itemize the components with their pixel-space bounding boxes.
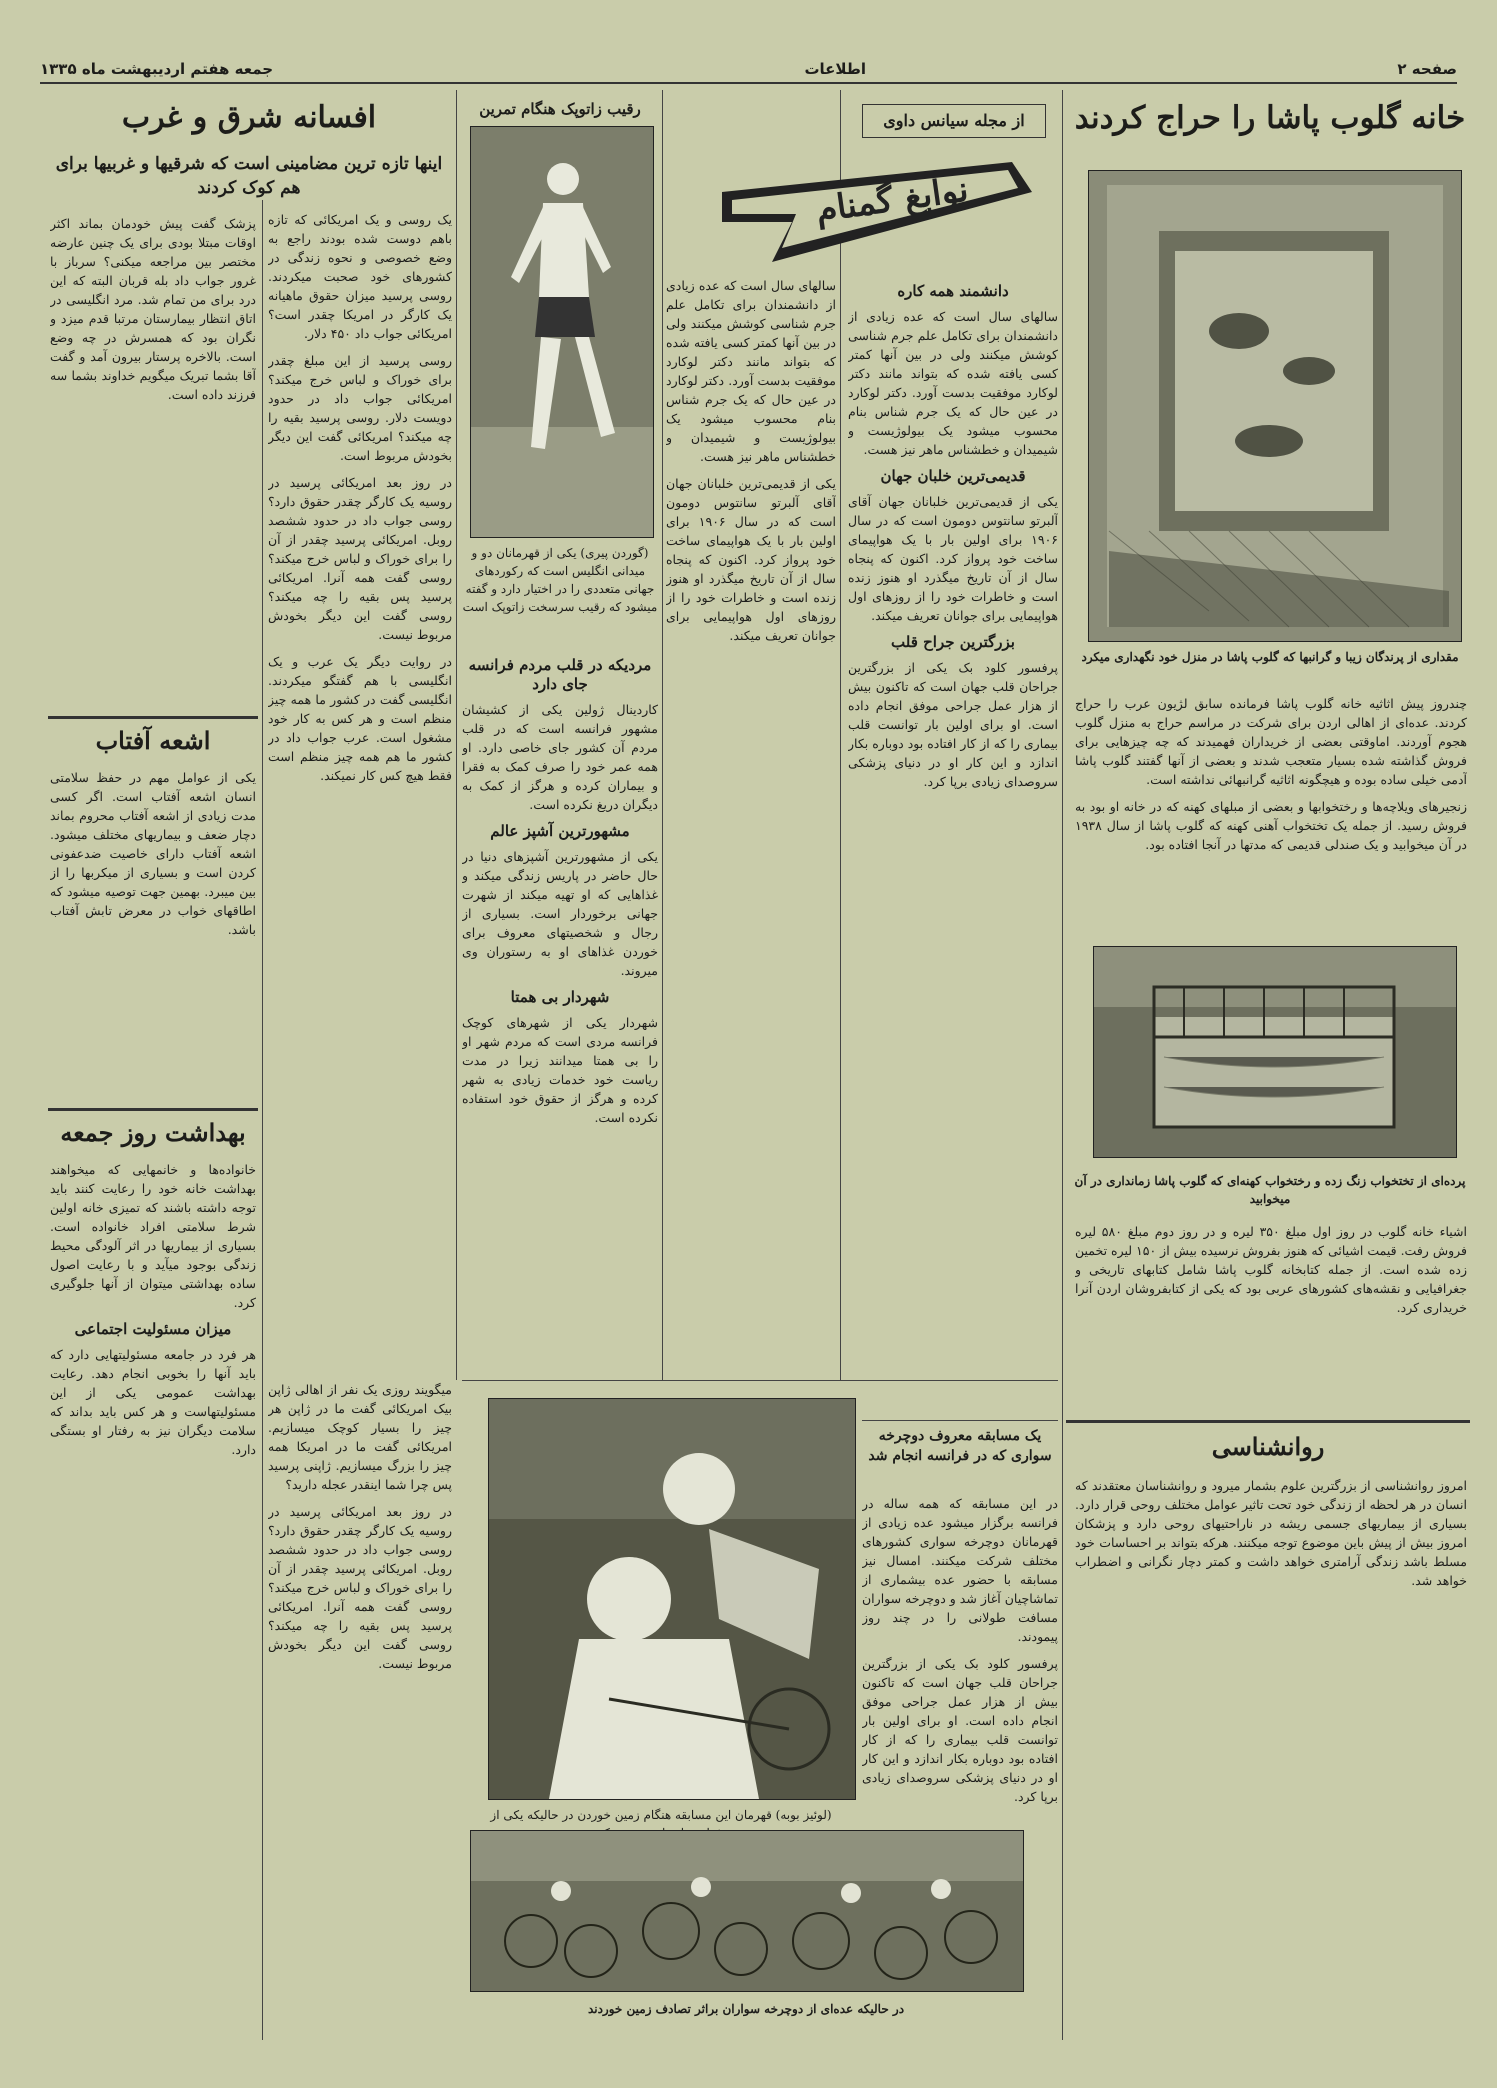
article-jokes-cont <box>268 210 452 1370</box>
section-divider <box>462 1380 1058 1381</box>
photo-runner <box>470 126 654 538</box>
photo-birds-image <box>1089 171 1461 641</box>
photo-runner-title: رقیب زاتوپک هنگام تمرین <box>479 100 641 118</box>
paragraph: خانواده‌ها و خانمهایی که میخواهند بهداشت خانه خود را رعایت کنند باید توجه داشته باشند که تمیزی خانه اولین شرط سلامتی افراد خانواده است. بسیاری از بیماریها در اثر آلودگی محیط زندگی بوجود میآید و با رعایت اصول ساده بهداشتی میتوان از آنها جلوگیری کرد. <box>50 1162 256 1310</box>
photo-cyclist-fall-caption: (لوئیز بوبه) قهرمان این مسابقه هنگام زمین خوردن در حالیکه یکی از <box>490 1808 832 1822</box>
article-psychology-body <box>1075 1476 1467 2036</box>
section-divider <box>48 1108 258 1111</box>
paragraph: یکی از قدیمی‌ترین خلبانان جهان آقای آلبرتو سانتوس دومون است که در سال ۱۹۰۶ برای اولین بار با یک هواپیمای ساخت خود پرواز کرد. اکنون که پنجاه سال از آن تاریخ میگذرد او هنوز زنده است و خاطرات خود را از روزهای اول هواپیمایی برای جوانان تعریف میکند. <box>848 494 1058 623</box>
headline-east-west: افسانه شرق و غرب <box>121 100 377 135</box>
article-east-west-body <box>50 214 256 704</box>
headline-globe-pasha: خانه گلوب پاشا را حراج کردند <box>1074 100 1466 136</box>
photo-cyclists-crash-image <box>471 1831 1023 1991</box>
photo-cyclist-fall <box>488 1398 856 1800</box>
subheading: قدیمی‌ترین خلبان جهان <box>880 467 1026 485</box>
paragraph: سالهای سال است که عده زیادی از دانشمندان برای تکامل علم جرم شناسی کوشش میکنند ولی در بین آنها کمتر کسی یافته شده که بتواند مانند دکتر لوکارد موفقیت بدست آورد. دکتر لوکارد در عین حال که یک جرم شناس بنام محسوب میشود یک بیولوژیست و شیمیدان و خطشناس ماهر نیز هست. <box>666 278 836 464</box>
photo-runner-image <box>471 127 653 537</box>
subheading: میزان مسئولیت اجتماعی <box>74 1320 232 1338</box>
paragraph: چندروز پیش اثاثیه خانه گلوب پاشا فرمانده سابق لژیون عرب را حراج کردند. عده‌ای از اهالی اردن برای شرکت در مراسم حراج به منزل گلوب هجوم آوردند. اماوقتی بعضی از خریداران فهمیدند که چه چیزهایی برای فروش گذاشته شده بسیار متعجب شدند و بعضی از آنها گفتند گلوب پاشا آدمی خیلی ساده بوده و هیچگونه اثاثیه گرانبهائی نداشته است. <box>1075 696 1467 787</box>
page-header <box>40 56 1457 84</box>
photo-runner-caption: (گوردن پیری) یکی از قهرمانان دو و میدانی انگلیس است که رکوردهای جهانی متعددی را در اختیار دارد و گفته میشود که رقیب سرسخت زاتوپک است <box>462 546 658 614</box>
photo-cyclists-crash-caption: در حالیکه عده‌ای از دوچرخه سواران براثر تصادف زمین خوردند <box>587 2002 905 2016</box>
issue-date: جمعه هفتم اردیبهشت ماه ۱۳۳۵ <box>40 60 274 78</box>
article-globe-body-2 <box>1075 1222 1467 1412</box>
page-number: صفحه ۲ <box>1397 60 1457 78</box>
paragraph: هر فرد در جامعه مسئولیتهایی دارد که باید آنها را بخوبی انجام دهد. رعایت بهداشت عمومی یکی از این مسئولیتهاست و هر کس باید بداند که سلامت دیگران نیز به رفتار او بستگی دارد. <box>50 1347 256 1457</box>
article-friday-health-body <box>50 1160 256 2040</box>
source-box: از مجله سیانس داوی <box>862 104 1046 138</box>
photo-bed-image <box>1094 947 1456 1157</box>
paragraph: اشیاء خانه گلوب در روز اول مبلغ ۳۵۰ لیره و در روز دوم مبلغ ۵۸۰ لیره فروش رفت. قیمت اشیائی که هنوز بفروش نرسیده بیش از ۱۵۰ لیره تخمین زده شده است. از جمله کتابخانه گلوب پاشا شامل کتابهای تاریخی و جغرافیایی و نقشه‌های کشورهای عربی بود که یکی از کتابفروشان اردن آنرا خریداری کرد. <box>1075 1224 1467 1315</box>
paragraph: پزشک گفت پیش خودمان بماند اکثر اوقات مبتلا بودی برای یک چنین عارضه مختصر بین مراجعه میکنی؟ سرباز با غرور جواب داد بله قربان البته که این درد برای من تمام شد. مرد انگلیسی در اتاق انتظار بیمارستان مرتبا قدم میزد و نگران بود که همسرش در چه وضع است. بالاخره پرستار بیرون آمد و گفت آقا بشما تبریک میگویم خداوند بشما سه فرزند داده است. <box>50 216 256 402</box>
paper-name: اطلاعات <box>804 60 867 78</box>
paragraph: روسی پرسید از این مبلغ چقدر برای خوراک و لباس خرج میکند؟ امریکائی جواب داد در حدود دویست دلار. روسی پرسید بقیه را چه میکند؟ امریکائی گفت این دیگر بخودش مربوط است. <box>268 353 452 463</box>
column-rule <box>456 90 457 1380</box>
paragraph: یکی از قدیمی‌ترین خلبانان جهان آقای آلبرتو سانتوس دومون است که در سال ۱۹۰۶ برای اولین بار با یک هواپیمای ساخت خود پرواز کرد. اکنون که پنجاه سال از آن تاریخ میگذرد او هنوز زنده است و خاطرات خود را از روزهای اول هواپیمایی برای جوانان تعریف میکند. <box>666 476 836 643</box>
heading-cycling-race: یک مسابقه معروف دوچرخه سواری که در فرانسه انجام شد <box>868 1428 1052 1464</box>
paragraph: یک روسی و یک امریکائی که تازه باهم دوست شده بودند راجع به وضع خصوصی و نحوه زندگی در کشورهای خود صحبت میکردند. روسی پرسید میزان حقوق ماهیانه یک کارگر در امریکا چقدر است؟ امریکائی جواب داد ۴۵۰ دلار. <box>268 212 452 341</box>
heading-sunlight: اشعه آفتاب <box>95 726 211 755</box>
article-jokes-cont-2 <box>268 1380 452 2040</box>
article-unknown-geniuses-cont <box>666 276 836 1371</box>
subheading: بزرگترین جراح قلب <box>891 633 1015 651</box>
column-rule <box>262 200 263 2040</box>
paragraph: در روز بعد امریکائی پرسید در روسیه یک کارگر چقدر حقوق دارد؟ روسی جواب داد در حدود ششصد روبل. امریکائی پرسید چقدر از آن را برای خوراک و لباس خرج میکند؟ روسی گفت همه آنرا. امریکائی پرسید پس بقیه را چه میکند؟ روسی گفت این دیگر بخودش مربوط نیست. <box>268 475 452 642</box>
photo-cyclist-fall-image <box>489 1399 855 1799</box>
subheading: دانشمند همه کاره <box>897 282 1009 300</box>
article-unknown-geniuses <box>848 276 1058 1371</box>
column-rule <box>662 90 663 1380</box>
article-globe-body <box>1075 694 1467 919</box>
paragraph: امروز روانشناسی از بزرگترین علوم بشمار میرود و روانشناسان معتقدند که انسان در هر لحظه از زندگی خود تحت تاثیر عوامل مختلف روحی قرار دارد. بسیاری از بیماریهای جسمی ریشه در ناراحتیهای روحی دارد و پزشکان امروز بیش از پیش باین موضوع توجه میکنند. هرکه بتواند بر احساسات خود مسلط باشد زندگی آرامتری خواهد داشت و کمتر دچار نگرانی و اضطراب خواهد شد. <box>1075 1478 1467 1588</box>
paragraph: پرفسور کلود بک یکی از بزرگترین جراحان قلب جهان است که تاکنون بیش از هزار عمل جراحی موفق انجام داده است. او برای اولین بار توانست قلب بیماری را که از کار افتاده بود دوباره بکار اندازد و این کار او در دنیای پزشکی سروصدای زیادی برپا کرد. <box>848 660 1058 789</box>
paragraph: پرفسور کلود بک یکی از بزرگترین جراحان قلب جهان است که تاکنون بیش از هزار عمل جراحی موفق انجام داده است. او برای اولین بار توانست قلب بیماری را که از کار افتاده بود دوباره بکار اندازد و این کار او در دنیای پزشکی سروصدای زیادی برپا کرد. <box>862 1656 1058 1804</box>
paragraph: در روایت دیگر یک عرب و یک انگلیسی با هم گفتگو میکردند. انگلیسی گفت در کشور ما همه چیز منظم است و هر کس به کار خود مشغول است. عرب جواب داد در کشور ما هم همه چیز منظم است فقط هیچ کس کار نمیکند. <box>268 654 452 783</box>
photo-bed <box>1093 946 1457 1158</box>
paragraph: سالهای سال است که عده زیادی از دانشمندان برای تکامل علم جرم شناسی کوشش میکنند ولی در بین آنها کمتر کسی یافته شده که بتواند مانند دکتر لوکارد موفقیت بدست آورد. دکتر لوکارد در عین حال که یک جرم شناس بنام محسوب میشود یک بیولوژیست و شیمیدان و خطشناس ماهر نیز هست. <box>848 309 1058 457</box>
paragraph: در این مسابقه که همه ساله در فرانسه برگزار میشود عده زیادی از قهرمانان دوچرخه سواری کشورهای مختلف شرکت میکنند. امسال نیز مسابقه با حضور عده بیشماری از تماشاچیان آغاز شد و دوچرخه سواران مسافت طولانی را در چند روز پیمودند. <box>862 1496 1058 1644</box>
paragraph: میگویند روزی یک نفر از اهالی ژاپن بیک امریکائی گفت ما در ژاپن هر چیز را بسیار کوچک میسازیم. امریکائی گفت ما در امریکا همه چیز را بزرگ میسازیم. ژاپنی پرسید پس چرا شما اینقدر عجله دارید؟ <box>268 1382 452 1492</box>
photo-birds <box>1088 170 1462 642</box>
paragraph: یکی از عوامل مهم در حفظ سلامتی انسان اشعه آفتاب است. اگر کسی مدت زیادی از اشعه آفتاب محروم بماند دچار ضعف و بیماریهای مختلف میشود. اشعه آفتاب دارای خاصیت ضدعفونی کردن است و بسیاری از میکربها را از بین میبرد. بهمین جهت توصیه میشود که اطاقهای خواب در معرض تابش آفتاب باشد. <box>50 770 256 937</box>
heading-psychology: روانشناسی <box>1211 1432 1325 1461</box>
paragraph: شهردار یکی از شهرهای کوچک فرانسه مردی است که مردم شهر او را بی همتا میدانند زیرا در مدت ریاست خود خدمات زیادی به شهر کرده و هرگز از حقوق خود استفاده نکرده است. <box>462 1015 658 1125</box>
paragraph: یکی از مشهورترین آشپزهای دنیا در حال حاضر در پاریس زندگی میکند و غذاهایی که او تهیه میکند از شهرت جهانی برخوردار است. بسیاری از رجال و شخصیتهای معروف برای خوردن غذاهای او به رستوران وی میروند. <box>462 849 658 978</box>
logo-unknown-geniuses <box>712 152 1052 262</box>
column-rule <box>840 90 841 1380</box>
article-people-of-france <box>462 650 658 1370</box>
photo-birds-caption: مقداری از پرندگان زیبا و گرانبها که گلوب پاشا در منزل خود نگهداری میکرد <box>1081 650 1459 664</box>
paragraph: زنجیرهای ویلاچه‌ها و رختخوابها و بعضی از مبلهای کهنه که در خانه او بود به فروش رسید. از جمله یک تختخواب آهنی کهنه که گلوب پاشا از سال ۱۹۳۸ در آن میخوابید و یک صندلی قدیمی که مدتها در آنجا افتاده بود. <box>1075 799 1467 852</box>
section-divider <box>862 1420 1058 1421</box>
section-divider <box>1066 1420 1470 1423</box>
subheadline-east-west: اینها تازه ترین مضامینی است که شرقیها و غربیها برای هم کوک کردند <box>55 154 443 198</box>
section-divider <box>48 716 258 719</box>
paragraph: در روز بعد امریکائی پرسید در روسیه یک کارگر چقدر حقوق دارد؟ روسی جواب داد در حدود ششصد روبل. امریکائی پرسید چقدر از آن را برای خوراک و لباس خرج میکند؟ روسی گفت همه آنرا. امریکائی پرسید پس بقیه را چه میکند؟ روسی گفت این دیگر بخودش مربوط نیست. <box>268 1504 452 1671</box>
photo-bed-caption: پرده‌ای از تختخواب زنگ زده و رختخواب کهنه‌ای که گلوب پاشا زمانداری در آن میخوابید <box>1074 1174 1466 1206</box>
photo-cyclists-crash <box>470 1830 1024 1992</box>
paragraph: کاردینال ژولین یکی از کشیشان مشهور فرانسه است که در قلب مردم آن کشور جای خاصی دارد. او همه عمر خود را صرف کمک به فقرا و بیماران کرده و هرگز از کمک به دیگران دریغ نکرده است. <box>462 702 658 812</box>
article-sunlight-body <box>50 768 256 1098</box>
subheading: مردیکه در قلب مردم فرانسه جای دارد <box>468 656 652 693</box>
column-rule <box>1062 90 1063 2040</box>
heading-friday-health: بهداشت روز جمعه <box>60 1118 246 1147</box>
subheading: شهردار بی همتا <box>510 988 610 1006</box>
subheading: مشهورترین آشپز عالم <box>490 822 630 840</box>
logo-text: نوابغ گمنام <box>813 169 971 231</box>
